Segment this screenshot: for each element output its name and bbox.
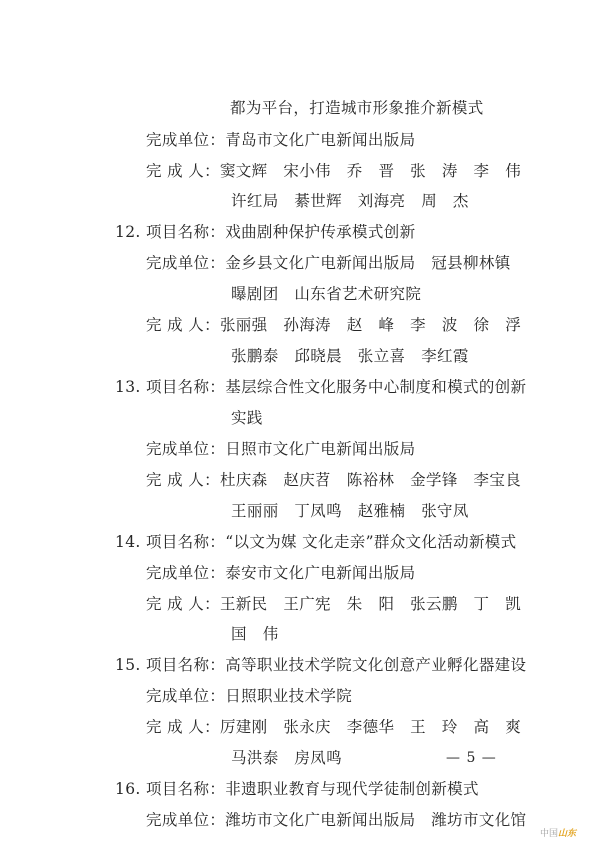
page-number: — 5 — — [446, 750, 497, 766]
text-line-15: 14. 项目名称：“以文为媒 文化走亲”群众文化活动新模式 — [115, 533, 517, 551]
text-line-9: 张鹏泰 邱晓晨 张立喜 李红霞 — [231, 347, 469, 365]
text-line-20: 完成单位：日照职业技术学院 — [146, 687, 353, 705]
text-line-6: 完成单位：金乡县文化广电新闻出版局 冠县柳林镇 — [146, 254, 511, 272]
text-line-18: 国 伟 — [231, 625, 279, 643]
text-line-3: 完 成 人：窦文辉 宋小伟 乔 晋 张 涛 李 伟 — [146, 162, 522, 180]
text-line-4: 许红局 綦世辉 刘海亮 周 杰 — [231, 192, 469, 210]
text-line-23: 16. 项目名称：非遗职业教育与现代学徒制创新模式 — [115, 780, 479, 798]
watermark-text-b: 山东 — [558, 829, 577, 839]
text-line-17: 完 成 人：王新民 王广宪 朱 阳 张云鹏 丁 凯 — [146, 595, 522, 613]
watermark-text-a: 中国 — [540, 829, 559, 839]
text-line-21: 完 成 人：厉建刚 张永庆 李德华 王 玲 高 爽 — [146, 718, 522, 736]
text-line-2: 完成单位：青岛市文化广电新闻出版局 — [146, 131, 416, 149]
text-line-19: 15. 项目名称：高等职业技术学院文化创意产业孵化器建设 — [115, 656, 527, 674]
text-line-13: 完 成 人：杜庆森 赵庆苕 陈裕林 金学锋 李宝良 — [146, 471, 522, 489]
text-line-16: 完成单位：泰安市文化广电新闻出版局 — [146, 564, 416, 582]
watermark-logo — [540, 826, 576, 839]
text-line-7: 曝剧团 山东省艺术研究院 — [231, 285, 422, 303]
text-line-11: 实践 — [231, 409, 263, 427]
text-line-8: 完 成 人：张丽强 孙海涛 赵 峰 李 波 徐 浮 — [146, 316, 522, 334]
text-line-14: 王丽丽 丁凤鸣 赵雅楠 张守凤 — [231, 502, 469, 520]
text-line-12: 完成单位：日照市文化广电新闻出版局 — [146, 440, 416, 458]
text-line-10: 13. 项目名称：基层综合性文化服务中心制度和模式的创新 — [115, 378, 527, 396]
text-line-5: 12. 项目名称：戏曲剧种保护传承模式创新 — [115, 223, 416, 241]
text-line-24: 完成单位：潍坊市文化广电新闻出版局 潍坊市文化馆 — [146, 811, 527, 829]
text-line-22: 马洪泰 房凤鸣 — [231, 749, 342, 767]
text-line-1: 都为平台，打造城市形象推介新模式 — [230, 99, 484, 117]
